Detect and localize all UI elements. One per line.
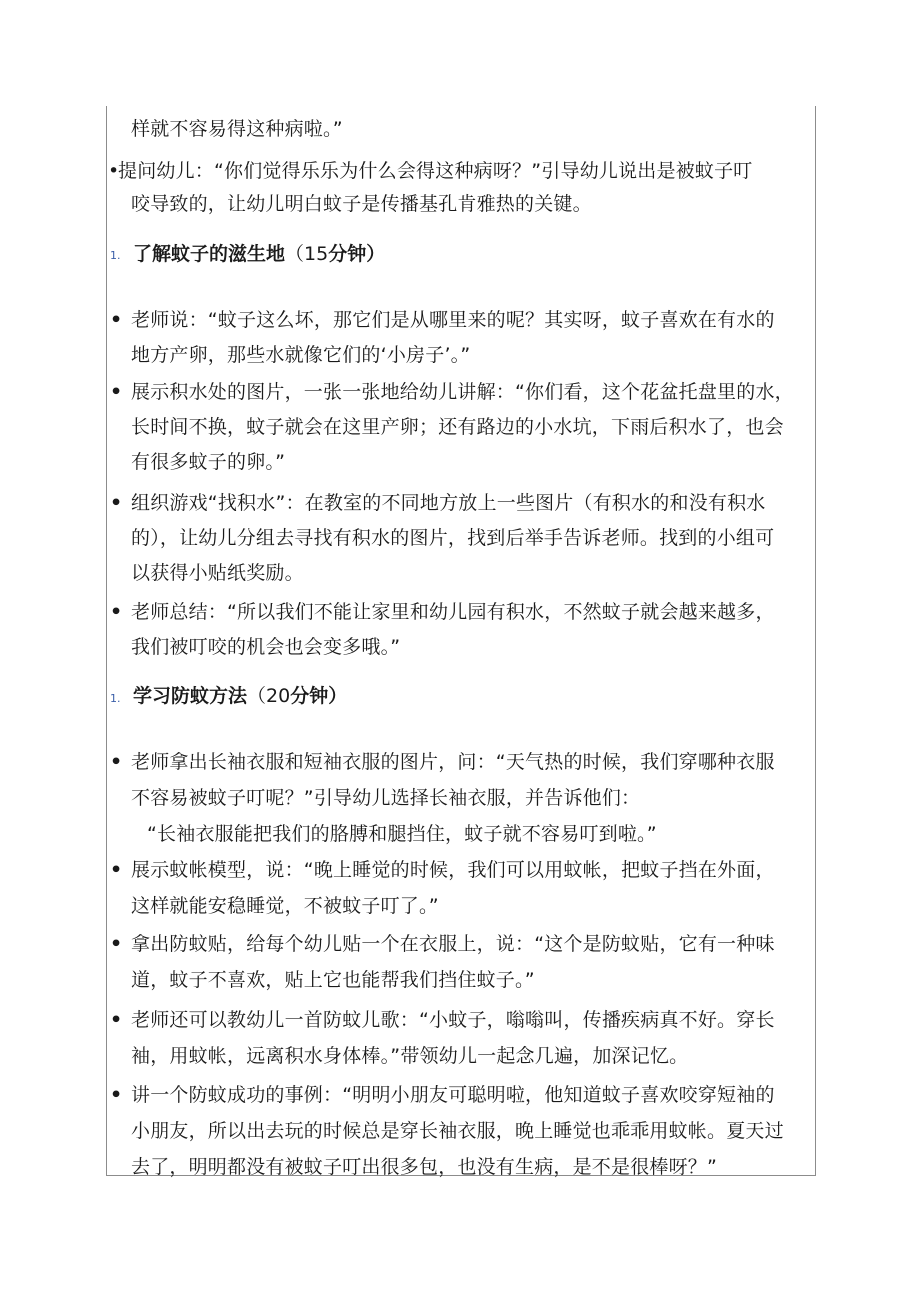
heading-title: 了解蚊子的滋生地 [133,243,286,265]
bullet-marker: • [110,381,123,403]
list-item-line: 老师总结：“所以我们不能让家里和幼儿园有积水，不然蚊子就会越来越多， [131,601,775,623]
list-item-line: 袖，用蚊帐，远离积水身体棒。”带领幼儿一起念几遍，加深记忆。 [131,1045,689,1067]
bullet-marker: • [110,492,123,514]
list-item-line: 的），让幼儿分组去寻找有积水的图片，找到后举手告诉老师。找到的小组可 [131,527,775,549]
heading-paren: （20 [247,685,291,707]
bullet-marker: • [110,751,123,773]
list-item-line: 我们被叮咬的机会也会变多哦。” [131,636,401,658]
text-line: 提问幼儿：“你们觉得乐乐为什么会得这种病呀？”引导幼儿说出是被蚊子叮 [118,160,753,182]
section-heading [133,242,385,266]
bullet-marker: • [110,601,123,623]
section-heading [133,684,347,708]
bullet-marker: • [110,933,123,955]
list-item-line: 老师说：“蚊子这么坏，那它们是从哪里来的呢？其实呀，蚊子喜欢在有水的 [131,309,775,331]
list-item-line: 有很多蚊子的卵。” [131,451,286,473]
bullet-marker: • [110,309,123,331]
list-number: 1. [110,692,121,705]
heading-minutes: 分钟） [328,243,386,265]
list-item-line: 组织游戏“找积水”：在教室的不同地方放上一些图片（有积水的和没有积水 [131,492,766,514]
text-line: 样就不容易得这种病啦。” [131,118,343,140]
list-item-line: 老师拿出长袖衣服和短袖衣服的图片，问：“天气热的时候，我们穿哪种衣服 [131,751,775,773]
bullet-marker: • [110,1084,123,1106]
heading-paren: （15 [285,243,329,265]
bullet-marker: • [108,160,120,182]
list-item-line: 讲一个防蚊成功的事例：“明明小朋友可聪明啦，他知道蚊子喜欢咬穿短袖的 [131,1084,775,1106]
heading-title: 学习防蚊方法 [133,685,248,707]
list-item-line: 小朋友，所以出去玩的时候总是穿长袖衣服，晚上睡觉也乖乖用蚊帐。夏天过 [131,1120,784,1142]
list-item-line: 地方产卵，那些水就像它们的‘小房子’。” [131,344,471,366]
list-item-line: 以获得小贴纸奖励。 [131,562,304,584]
list-item-line: 拿出防蚊贴，给每个幼儿贴一个在衣服上，说：“这个是防蚊贴，它有一种味 [131,933,775,955]
list-item-line: “长袖衣服能把我们的胳膊和腿挡住，蚊子就不容易叮到啦。” [147,823,657,845]
list-item-line: 展示蚊帐模型，说：“晚上睡觉的时候，我们可以用蚊帐，把蚊子挡在外面， [131,859,775,881]
list-item-line: 展示积水处的图片，一张一张地给幼儿讲解：“你们看，这个花盆托盘里的水， [131,381,794,403]
bullet-marker: • [110,1009,123,1031]
list-item-line: 去了，明明都没有被蚊子叮出很多包，也没有生病，是不是很棒呀？” [131,1156,718,1178]
list-number: 1. [110,249,121,262]
list-item-line: 老师还可以教幼儿一首防蚊儿歌：“小蚊子，嗡嗡叫，传播疾病真不好。穿长 [131,1009,775,1031]
heading-minutes: 分钟） [290,685,348,707]
list-item-line: 不容易被蚊子叮呢？”引导幼儿选择长袖衣服，并告诉他们： [131,787,641,809]
list-item-line: 这样就能安稳睡觉，不被蚊子叮了。” [131,895,439,917]
text-line: 咬导致的，让幼儿明白蚊子是传播基孔肯雅热的关键。 [131,193,592,215]
list-item-line: 长时间不换，蚊子就会在这里产卵；还有路边的小水坑，下雨后积水了，也会 [131,416,784,438]
list-item-line: 道，蚊子不喜欢，贴上它也能帮我们挡住蚊子。” [131,969,535,991]
bullet-marker: • [110,859,123,881]
